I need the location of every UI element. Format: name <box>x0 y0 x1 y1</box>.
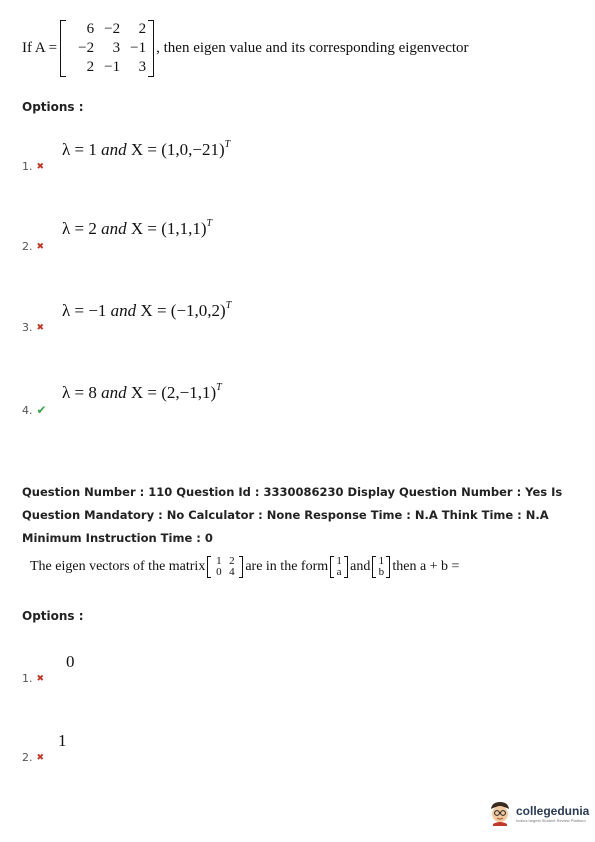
matrix-cell: −2 <box>104 21 121 37</box>
options-label: Options : <box>22 609 84 623</box>
option-2-number[interactable]: 2. ✖ <box>22 751 45 764</box>
matrix-b <box>207 556 243 578</box>
cross-icon: ✖ <box>36 161 45 172</box>
q110-text-2: are in the form <box>245 559 329 574</box>
option-4-answer: λ = 8 and $X = (2,-1,1)^T$ <box>62 382 222 402</box>
cross-icon: ✖ <box>36 673 45 684</box>
option-2-number[interactable]: 2. ✖ <box>22 240 45 253</box>
matrix-cell: 3 <box>138 59 147 75</box>
matrix-cell: 4 <box>229 566 235 578</box>
option-1-number[interactable]: 1. ✖ <box>22 672 45 685</box>
options-label: Options : <box>22 100 84 114</box>
cross-icon: ✖ <box>36 752 45 763</box>
q110-text-4: then a + b = <box>392 559 460 574</box>
matrix-cell: 6 <box>86 21 95 37</box>
matrix-cell: 3 <box>112 40 121 56</box>
option-3-number[interactable]: 3. ✖ <box>22 321 45 334</box>
q109-suffix: , then eigen value and its corresponding eigenvector <box>156 40 469 56</box>
option-1-answer: λ = 1 and $X = (1,0,-21)^T$ <box>62 139 231 159</box>
mascot-icon <box>488 800 512 826</box>
option-2-answer: 1 <box>58 731 67 750</box>
matrix-cell: 2 <box>229 555 235 567</box>
checkmark-icon: ✔ <box>36 403 47 417</box>
collegedunia-logo <box>488 800 589 826</box>
option-1-answer: 0 <box>66 652 75 671</box>
matrix-cell: 2 <box>86 59 95 75</box>
matrix-cell: −1 <box>130 40 147 56</box>
logo-name: collegedunia <box>516 803 590 818</box>
question-110-stem <box>30 556 459 578</box>
matrix-cell: 1 <box>216 555 222 567</box>
option-2-answer: λ = 2 and $X = (1,1,1)^T$ <box>62 218 213 238</box>
vector-2: 1 b <box>372 556 390 578</box>
q110-text-3: and <box>350 559 371 574</box>
matrix-cell: −2 <box>78 40 95 56</box>
matrix-cell: 0 <box>216 566 222 578</box>
cross-icon: ✖ <box>36 241 45 252</box>
matrix-cell: −1 <box>104 59 121 75</box>
option-4-number[interactable]: 4. ✔ <box>22 403 47 417</box>
vector-1: 1 a <box>330 556 348 578</box>
question-110-meta: Question Number : 110 Question Id : 3330086230 Display Question Number : Yes Is Question Mandatory : No Calculator : None Response Time : N.A Think Time : N.A Minimum Instruction Time : 0 <box>22 485 563 545</box>
option-3-answer: λ = −1 and $X = (-1,0,2)^T$ <box>62 300 232 320</box>
option-1-number[interactable]: 1. ✖ <box>22 160 45 173</box>
q109-prefix: If A = <box>22 40 58 56</box>
q110-text-1: The eigen vectors of the matrix <box>30 559 206 574</box>
matrix-a <box>60 20 154 77</box>
cross-icon: ✖ <box>36 322 45 333</box>
question-109-stem <box>22 20 469 77</box>
logo-tagline: India's largest Student Review Platform <box>516 817 586 823</box>
matrix-cell: 2 <box>138 21 147 37</box>
